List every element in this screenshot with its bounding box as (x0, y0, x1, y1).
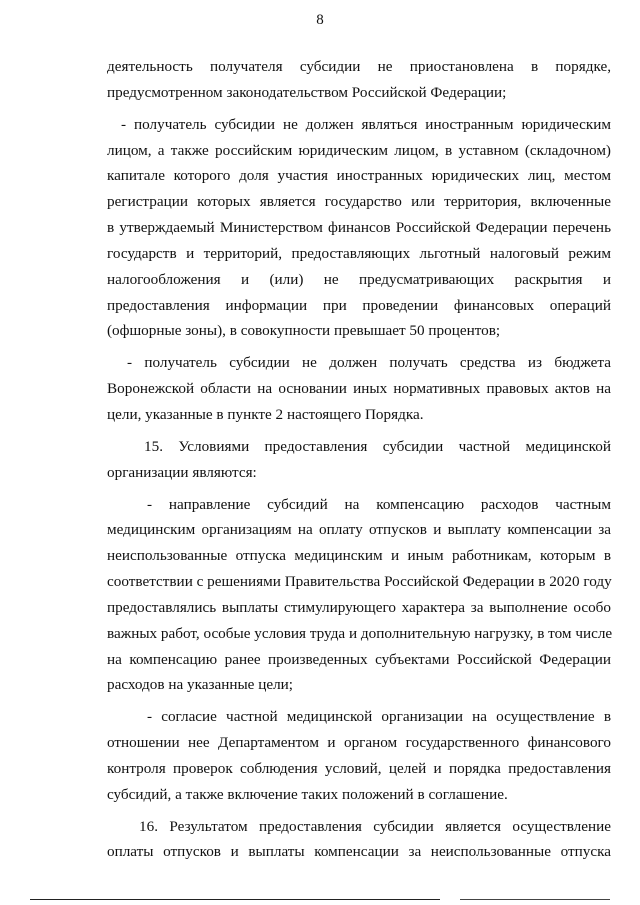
text-line: лицом, а также российским юридическим лицом, в уставном (складочном) (107, 141, 611, 159)
text-line: государств и территорий, предоставляющих льготный налоговый режим (107, 244, 611, 262)
text-line: 15. Условиями предоставления субсидии частной медицинской (144, 437, 611, 455)
text-line: предоставления информации при проведении финансовых операций (107, 296, 611, 314)
text-line: Воронежской области на основании иных нормативных правовых актов на (107, 380, 611, 398)
paragraph-6 (107, 704, 611, 807)
text-line: отношении нее Департаментом и органом государственного финансового (107, 734, 611, 752)
paragraph-5 (107, 492, 611, 699)
text-line: важных работ, особые условия труда и дополнительную нагрузку, в том числе (107, 624, 613, 642)
text-line: - получатель субсидии не должен являться иностранным юридическим (121, 115, 611, 133)
paragraph-1 (107, 54, 611, 106)
text-line: расходов на указанные цели; (107, 676, 294, 694)
paragraph-3 (107, 350, 611, 428)
text-line: медицинским организациям на оплату отпусков и выплату компенсации за (107, 521, 611, 539)
text-line: оплаты отпусков и выплаты компенсации за неиспользованные отпуска (107, 843, 611, 861)
text-line: капитале которого доля участия иностранных юридических лиц, местом (107, 167, 611, 185)
text-line: субсидий, а также включение таких положений в соглашение. (107, 785, 508, 803)
paragraph-2 (107, 112, 611, 345)
text-line: соответствии с решениями Правительства Российской Федерации в 2020 году (107, 573, 612, 591)
text-line: организации являются: (107, 463, 257, 481)
text-line: в утверждаемый Министерством финансов Российской Федерации перечень (107, 219, 611, 237)
document-body (107, 54, 611, 865)
text-line: предусмотренном законодательством Российской Федерации; (107, 83, 507, 101)
text-line: регистрации которых является государство или территория, включенные (107, 193, 611, 211)
footer-divider (30, 899, 440, 900)
footer-divider-right (460, 899, 610, 900)
text-line: - согласие частной медицинской организации на осуществление в (147, 708, 611, 726)
text-line: деятельность получателя субсидии не приостановлена в порядке, (107, 58, 611, 75)
text-line: предоставлялись выплаты стимулирующего характера за выполнение особо (107, 598, 611, 616)
paragraph-7 (107, 814, 611, 866)
text-line: цели, указанные в пункте 2 настоящего Порядка. (107, 405, 424, 423)
text-line: налогообложения и (или) не предусматривающих раскрытия и (107, 270, 611, 288)
paragraph-4 (107, 434, 611, 486)
text-line: 16. Результатом предоставления субсидии является осуществление (139, 817, 611, 835)
text-line: контроля проверок соблюдения условий, целей и порядка предоставления (107, 759, 611, 777)
text-line: неиспользованные отпуска медицинским и иным работникам, которым в (107, 547, 611, 565)
text-line: - направление субсидий на компенсацию расходов частным (147, 495, 611, 513)
page-number: 8 (316, 12, 324, 28)
text-line: (офшорные зоны), в совокупности превышает 50 процентов; (107, 322, 501, 340)
text-line: на компенсацию ранее произведенных субъектами Российской Федерации (107, 650, 611, 668)
text-line: - получатель субсидии не должен получать средства из бюджета (127, 354, 611, 372)
